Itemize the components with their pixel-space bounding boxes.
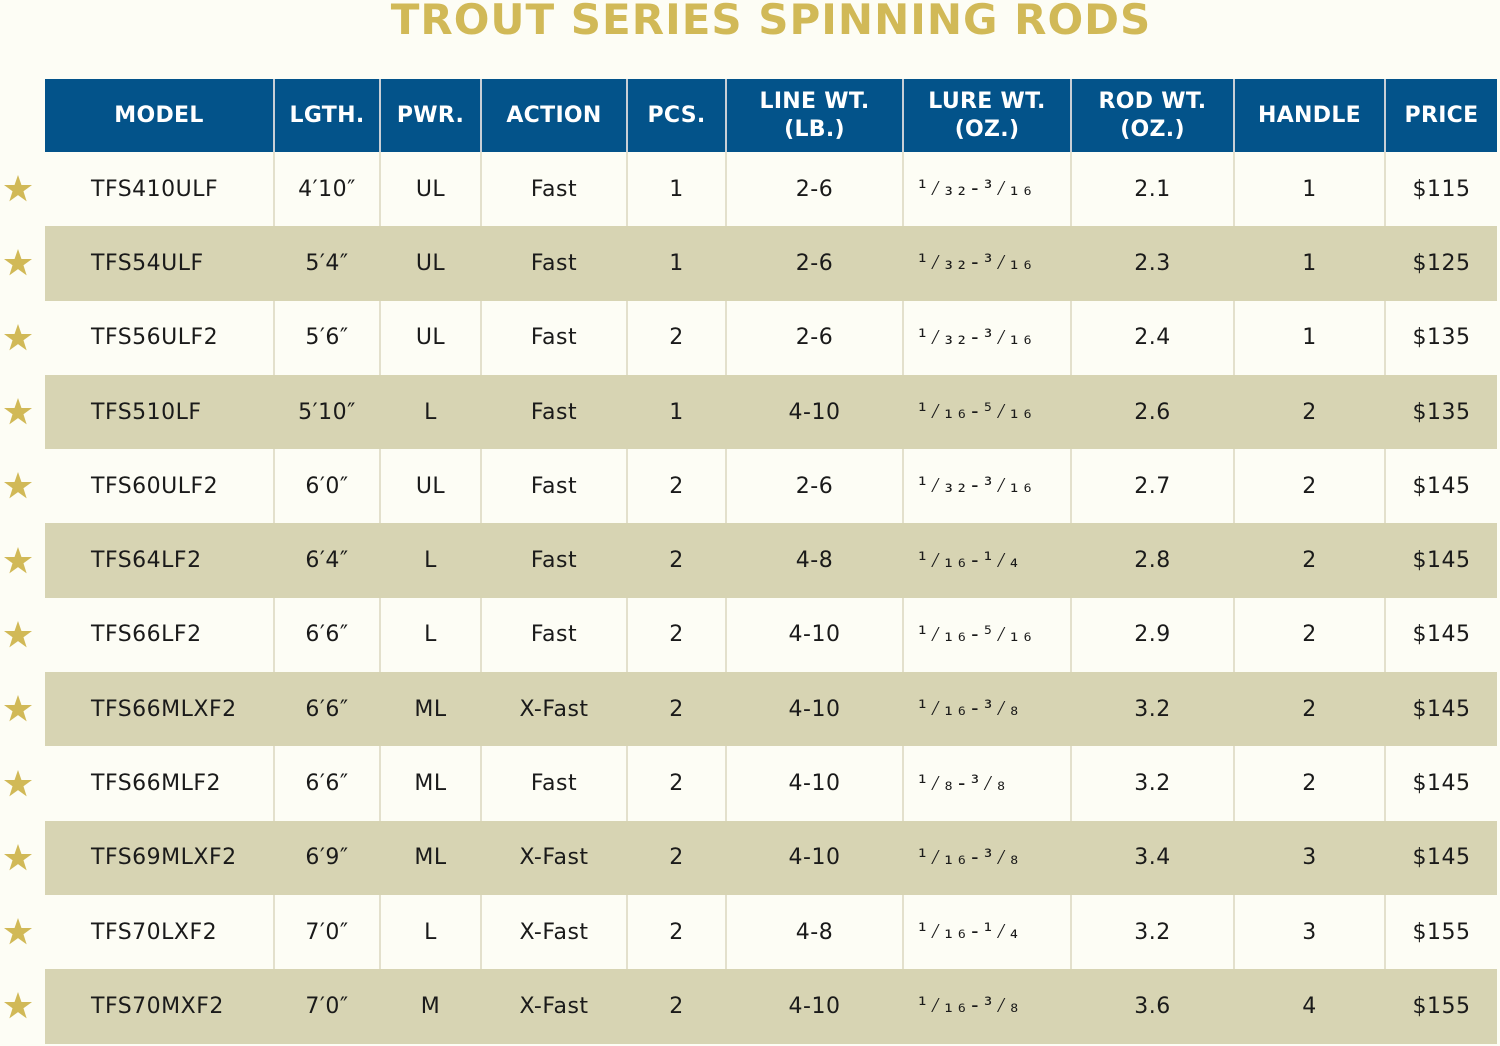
- cell-rod-wt: 3.2: [1071, 895, 1234, 969]
- cell-line-wt: 4-8: [726, 895, 903, 969]
- cell-line-wt: 4-10: [726, 821, 903, 895]
- spec-table: [45, 79, 1497, 1044]
- cell-power: M: [380, 969, 481, 1043]
- cell-power: ML: [380, 821, 481, 895]
- header-model: [45, 79, 274, 152]
- cell-length: 5′6″: [274, 301, 380, 375]
- cell-line-wt: 2-6: [726, 226, 903, 300]
- cell-lure-wt: ¹⁄₃₂-³⁄₁₆: [903, 152, 1071, 226]
- star-icon-shape: [2, 247, 34, 279]
- cell-pieces: 2: [627, 821, 726, 895]
- cell-lure-wt: ¹⁄₁₆-³⁄₈: [903, 969, 1071, 1043]
- cell-line-wt: 4-10: [726, 598, 903, 672]
- star-icon: [0, 523, 36, 597]
- cell-model: TFS66MLXF2: [45, 672, 274, 746]
- cell-lure-wt: ¹⁄₈-³⁄₈: [903, 746, 1071, 820]
- star-icon: [0, 449, 36, 523]
- star-icon: [0, 969, 36, 1043]
- cell-pieces: 1: [627, 226, 726, 300]
- star-icon: [0, 301, 36, 375]
- table-row: [45, 301, 1497, 375]
- star-icon: [0, 895, 36, 969]
- cell-handle: 3: [1234, 895, 1385, 969]
- cell-action: Fast: [481, 523, 627, 597]
- cell-power: ML: [380, 746, 481, 820]
- cell-lure-wt: ¹⁄₁₆-¹⁄₄: [903, 895, 1071, 969]
- cell-action: Fast: [481, 226, 627, 300]
- cell-length: 6′4″: [274, 523, 380, 597]
- star-icon-shape: [2, 470, 34, 502]
- cell-model: TFS70MXF2: [45, 969, 274, 1043]
- cell-price: $145: [1385, 598, 1497, 672]
- cell-pieces: 1: [627, 375, 726, 449]
- cell-line-wt: 4-10: [726, 746, 903, 820]
- cell-model: TFS54ULF: [45, 226, 274, 300]
- star-icon-shape: [2, 990, 34, 1022]
- star-icon: [0, 746, 36, 820]
- header-line-wt: [726, 79, 903, 152]
- cell-rod-wt: 2.6: [1071, 375, 1234, 449]
- cell-handle: 2: [1234, 746, 1385, 820]
- cell-handle: 2: [1234, 449, 1385, 523]
- cell-lure-wt: ¹⁄₁₆-⁵⁄₁₆: [903, 598, 1071, 672]
- star-icon-shape: [2, 916, 34, 948]
- header-handle-label: HANDLE: [1258, 102, 1361, 128]
- cell-action: Fast: [481, 746, 627, 820]
- cell-lure-wt: ¹⁄₁₆-⁵⁄₁₆: [903, 375, 1071, 449]
- cell-rod-wt: 2.8: [1071, 523, 1234, 597]
- cell-model: TFS66MLF2: [45, 746, 274, 820]
- table-row: [45, 821, 1497, 895]
- cell-price: $135: [1385, 375, 1497, 449]
- star-icon: [0, 821, 36, 895]
- cell-rod-wt: 2.1: [1071, 152, 1234, 226]
- cell-model: TFS70LXF2: [45, 895, 274, 969]
- cell-line-wt: 2-6: [726, 301, 903, 375]
- cell-rod-wt: 2.7: [1071, 449, 1234, 523]
- cell-model: TFS69MLXF2: [45, 821, 274, 895]
- cell-price: $135: [1385, 301, 1497, 375]
- star-icon-shape: [2, 619, 34, 651]
- cell-model: TFS510LF: [45, 375, 274, 449]
- cell-action: X-Fast: [481, 895, 627, 969]
- cell-price: $125: [1385, 226, 1497, 300]
- cell-line-wt: 2-6: [726, 449, 903, 523]
- table-row: [45, 672, 1497, 746]
- header-line-wt-label: LINE WT.: [759, 88, 870, 114]
- cell-power: UL: [380, 301, 481, 375]
- cell-price: $145: [1385, 449, 1497, 523]
- cell-line-wt: 4-10: [726, 375, 903, 449]
- cell-power: ML: [380, 672, 481, 746]
- table-row: [45, 152, 1497, 226]
- star-icon-shape: [2, 768, 34, 800]
- star-icon: [0, 375, 36, 449]
- cell-model: TFS410ULF: [45, 152, 274, 226]
- table-row: [45, 598, 1497, 672]
- cell-action: Fast: [481, 449, 627, 523]
- cell-lure-wt: ¹⁄₃₂-³⁄₁₆: [903, 449, 1071, 523]
- table-body: [45, 152, 1497, 1044]
- cell-power: L: [380, 523, 481, 597]
- cell-lure-wt: ¹⁄₃₂-³⁄₁₆: [903, 226, 1071, 300]
- cell-handle: 1: [1234, 301, 1385, 375]
- cell-model: TFS60ULF2: [45, 449, 274, 523]
- cell-length: 7′0″: [274, 895, 380, 969]
- cell-length: 4′10″: [274, 152, 380, 226]
- header-price-label: PRICE: [1404, 102, 1479, 128]
- cell-power: L: [380, 598, 481, 672]
- cell-length: 6′9″: [274, 821, 380, 895]
- star-icon-shape: [2, 173, 34, 205]
- cell-power: UL: [380, 152, 481, 226]
- cell-lure-wt: ¹⁄₁₆-¹⁄₄: [903, 523, 1071, 597]
- cell-price: $145: [1385, 523, 1497, 597]
- cell-price: $145: [1385, 672, 1497, 746]
- cell-action: X-Fast: [481, 672, 627, 746]
- cell-line-wt: 2-6: [726, 152, 903, 226]
- cell-model: TFS66LF2: [45, 598, 274, 672]
- header-pieces: [627, 79, 726, 152]
- cell-pieces: 2: [627, 301, 726, 375]
- cell-action: Fast: [481, 301, 627, 375]
- cell-lure-wt: ¹⁄₁₆-³⁄₈: [903, 821, 1071, 895]
- star-column: [0, 152, 36, 1044]
- star-icon: [0, 598, 36, 672]
- cell-line-wt: 4-10: [726, 672, 903, 746]
- cell-power: L: [380, 895, 481, 969]
- cell-length: 6′0″: [274, 449, 380, 523]
- cell-pieces: 2: [627, 895, 726, 969]
- cell-rod-wt: 3.2: [1071, 672, 1234, 746]
- cell-price: $115: [1385, 152, 1497, 226]
- table-row: [45, 226, 1497, 300]
- cell-power: UL: [380, 449, 481, 523]
- cell-handle: 2: [1234, 598, 1385, 672]
- cell-handle: 3: [1234, 821, 1385, 895]
- cell-line-wt: 4-8: [726, 523, 903, 597]
- table-row: [45, 969, 1497, 1043]
- cell-price: $145: [1385, 746, 1497, 820]
- cell-pieces: 2: [627, 969, 726, 1043]
- cell-pieces: 2: [627, 746, 726, 820]
- cell-pieces: 2: [627, 449, 726, 523]
- star-icon-shape: [2, 842, 34, 874]
- star-icon-shape: [2, 693, 34, 725]
- cell-length: 5′10″: [274, 375, 380, 449]
- cell-handle: 2: [1234, 672, 1385, 746]
- cell-model: TFS64LF2: [45, 523, 274, 597]
- page-title: TROUT SERIES SPINNING RODS: [390, 0, 1152, 44]
- cell-rod-wt: 3.6: [1071, 969, 1234, 1043]
- header-lure-wt: [903, 79, 1071, 152]
- header-rod-wt-label: ROD WT.: [1098, 88, 1207, 114]
- cell-power: UL: [380, 226, 481, 300]
- cell-action: X-Fast: [481, 821, 627, 895]
- cell-action: X-Fast: [481, 969, 627, 1043]
- cell-line-wt: 4-10: [726, 969, 903, 1043]
- header-power: [380, 79, 481, 152]
- cell-price: $155: [1385, 895, 1497, 969]
- cell-handle: 1: [1234, 226, 1385, 300]
- cell-handle: 2: [1234, 523, 1385, 597]
- cell-length: 6′6″: [274, 746, 380, 820]
- header-handle: [1234, 79, 1385, 152]
- cell-handle: 1: [1234, 152, 1385, 226]
- star-icon: [0, 226, 36, 300]
- cell-action: Fast: [481, 152, 627, 226]
- cell-length: 5′4″: [274, 226, 380, 300]
- header-action-label: ACTION: [506, 102, 602, 128]
- cell-length: 7′0″: [274, 969, 380, 1043]
- table-row: [45, 375, 1497, 449]
- header-power-label: PWR.: [396, 102, 465, 128]
- cell-length: 6′6″: [274, 672, 380, 746]
- cell-pieces: 2: [627, 598, 726, 672]
- cell-lure-wt: ¹⁄₃₂-³⁄₁₆: [903, 301, 1071, 375]
- table-header-row: [45, 79, 1497, 152]
- cell-action: Fast: [481, 598, 627, 672]
- table-row: [45, 895, 1497, 969]
- header-price: [1385, 79, 1497, 152]
- header-rod-wt-unit: (OZ.): [1120, 116, 1185, 142]
- header-pieces-label: PCS.: [647, 102, 706, 128]
- cell-rod-wt: 3.4: [1071, 821, 1234, 895]
- cell-pieces: 2: [627, 672, 726, 746]
- header-model-label: MODEL: [114, 102, 204, 128]
- header-lure-wt-unit: (OZ.): [954, 116, 1020, 142]
- header-rod-wt: [1071, 79, 1234, 152]
- cell-price: $145: [1385, 821, 1497, 895]
- cell-length: 6′6″: [274, 598, 380, 672]
- table-row: [45, 449, 1497, 523]
- star-icon: [0, 152, 36, 226]
- cell-handle: 4: [1234, 969, 1385, 1043]
- cell-lure-wt: ¹⁄₁₆-³⁄₈: [903, 672, 1071, 746]
- spec-table-container: [45, 79, 1497, 1044]
- star-icon: [0, 672, 36, 746]
- cell-pieces: 1: [627, 152, 726, 226]
- cell-rod-wt: 2.4: [1071, 301, 1234, 375]
- cell-price: $155: [1385, 969, 1497, 1043]
- star-icon-shape: [2, 545, 34, 577]
- cell-pieces: 2: [627, 523, 726, 597]
- cell-action: Fast: [481, 375, 627, 449]
- cell-power: L: [380, 375, 481, 449]
- cell-rod-wt: 2.9: [1071, 598, 1234, 672]
- header-length-label: LGTH.: [289, 102, 365, 128]
- star-icon-shape: [2, 396, 34, 428]
- header-lure-wt-label: LURE WT.: [928, 88, 1046, 114]
- cell-model: TFS56ULF2: [45, 301, 274, 375]
- header-length: [274, 79, 380, 152]
- cell-rod-wt: 2.3: [1071, 226, 1234, 300]
- header-line-wt-unit: (LB.): [784, 116, 845, 142]
- star-icon-shape: [2, 322, 34, 354]
- table-row: [45, 523, 1497, 597]
- header-action: [481, 79, 627, 152]
- cell-rod-wt: 3.2: [1071, 746, 1234, 820]
- table-row: [45, 746, 1497, 820]
- cell-handle: 2: [1234, 375, 1385, 449]
